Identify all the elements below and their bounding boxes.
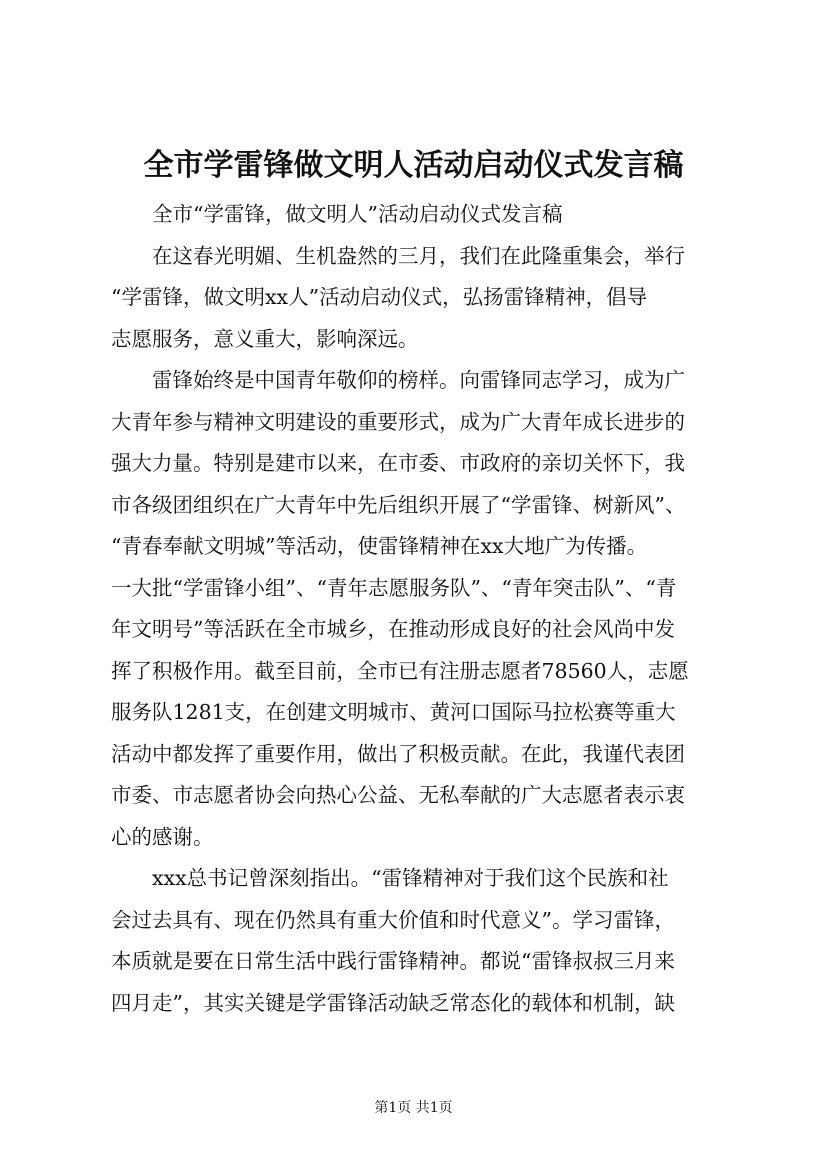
text-line: 大青年参与精神文明建设的重要形式，成为广大青年成长进步的 [111,409,685,434]
document-body [111,194,717,1024]
document-title: 全市学雷锋做文明人活动启动仪式发言稿 [143,148,684,183]
text-line: 市各级团组织在广大青年中先后组织开展了“学雷锋、树新风”、 [111,492,686,517]
text-line: “学雷锋，做文明xx人”活动启动仪式，弘扬雷锋精神，倡导 [111,285,648,309]
page-footer: 第1页 共1页 [374,1100,453,1116]
text-line: 志愿服务，意义重大，影响深远。 [111,326,419,351]
text-line: 会过去具有、现在仍然具有重大价值和时代意义”。学习雷锋， [111,907,675,932]
text-line: “青春奉献文明城”等活动，使雷锋精神在xx大地广为传播。 [111,534,648,558]
text-line: xxx总书记曾深刻指出。“雷锋精神对于我们这个民族和社 [152,866,669,890]
text-line: 全市“学雷锋，做文明人”活动启动仪式发言稿 [152,202,563,226]
text-line: 年文明号”等活跃在全市城乡，在推动形成良好的社会风尚中发 [111,617,675,641]
text-line: 挥了积极作用。截至目前，全市已有注册志愿者78560人，志愿 [111,658,689,683]
text-line: 心的感谢。 [111,824,214,849]
text-line: 活动中都发挥了重要作用，做出了积极贡献。在此，我谨代表团 [111,741,685,766]
text-line: 服务队1281支，在创建文明城市、黄河口国际马拉松赛等重大 [111,700,676,724]
text-line: 一大批“学雷锋小组”、“青年志愿服务队”、“青年突击队”、“青 [111,575,677,600]
text-line: 本质就是要在日常生活中践行雷锋精神。都说“雷锋叔叔三月来 [111,949,675,973]
text-line: 四月走”，其实关键是学雷锋活动缺乏常态化的载体和机制，缺 [111,990,675,1015]
text-line: 强大力量。特别是建市以来，在市委、市政府的亲切关怀下，我 [111,451,685,475]
text-line: 市委、市志愿者协会向热心公益、无私奉献的广大志愿者表示衷 [111,783,685,807]
text-line: 雷锋始终是中国青年敬仰的榜样。向雷锋同志学习，成为广 [152,368,685,392]
text-line: 在这春光明媚、生机盎然的三月，我们在此隆重集会，举行 [152,243,685,268]
